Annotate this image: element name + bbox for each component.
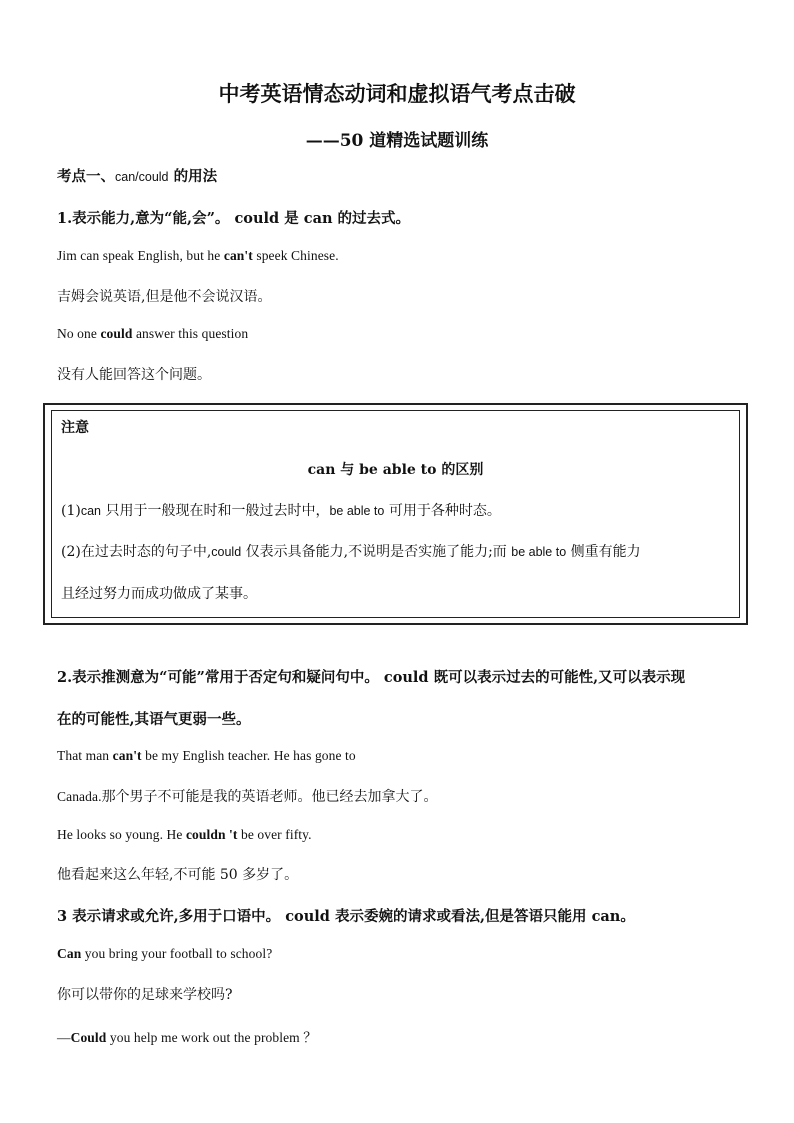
point2-heading-line1: 2.表示推测意为“可能”常用于否定句和疑问句中。 could 既可以表示过去的可能性,又可以表示现 (57, 669, 686, 686)
note-inner-frame (51, 410, 740, 618)
note-label: 注意 (61, 420, 89, 436)
document-subtitle: ——50 道精选试题训练 (305, 131, 489, 151)
note-line-2: (2)在过去时态的句子中,could 仅表示具备能力,不说明是否实施了能力;而 be able to 侧重有能力 (61, 544, 641, 560)
point2-example2-en: He looks so young. He couldn 't be over fifty. (57, 827, 312, 842)
point3-example1-en: Can you bring your football to school? (57, 946, 273, 961)
point2-example1-zh: Canada.那个男子不可能是我的英语老师。他已经去加拿大了。 (57, 789, 438, 805)
section-heading: 考点一、can/could 的用法 (57, 168, 218, 185)
point3-example2-en: —Could you help me work out the problem ？ (57, 1030, 317, 1045)
note-center-heading: can 与 be able to 的区别 (307, 462, 484, 478)
point2-example2-zh: 他看起来这么年轻,不可能 50 多岁了。 (57, 867, 299, 883)
point1-example1-en: Jim can speak English, but he can't speek Chinese. (57, 248, 339, 263)
note-box (43, 403, 748, 625)
point1-example1-zh: 吉姆会说英语,但是他不会说汉语。 (57, 289, 272, 305)
note-line-1: (1)can 只用于一般现在时和一般过去时中，be able to 可用于各种时态。 (61, 503, 501, 519)
point1-example2-zh: 没有人能回答这个问题。 (57, 367, 211, 383)
point3-heading: 3 表示请求或允许,多用于口语中。 could 表示委婉的请求或看法,但是答语只能用 can。 (57, 908, 635, 925)
point1-heading: 1.表示能力,意为“能,会”。 could 是 can 的过去式。 (57, 210, 411, 227)
point1-example2-en: No one could answer this question (57, 326, 249, 341)
note-line-3: 且经过努力而成功做成了某事。 (61, 586, 257, 602)
point2-example1-en: That man can't be my English teacher. He has gone to (57, 748, 356, 763)
point2-heading-line2: 在的可能性,其语气更弱一些。 (57, 711, 251, 728)
document-title: 中考英语情态动词和虚拟语气考点击破 (218, 81, 576, 106)
point3-example1-zh: 你可以带你的足球来学校吗? (57, 987, 233, 1003)
